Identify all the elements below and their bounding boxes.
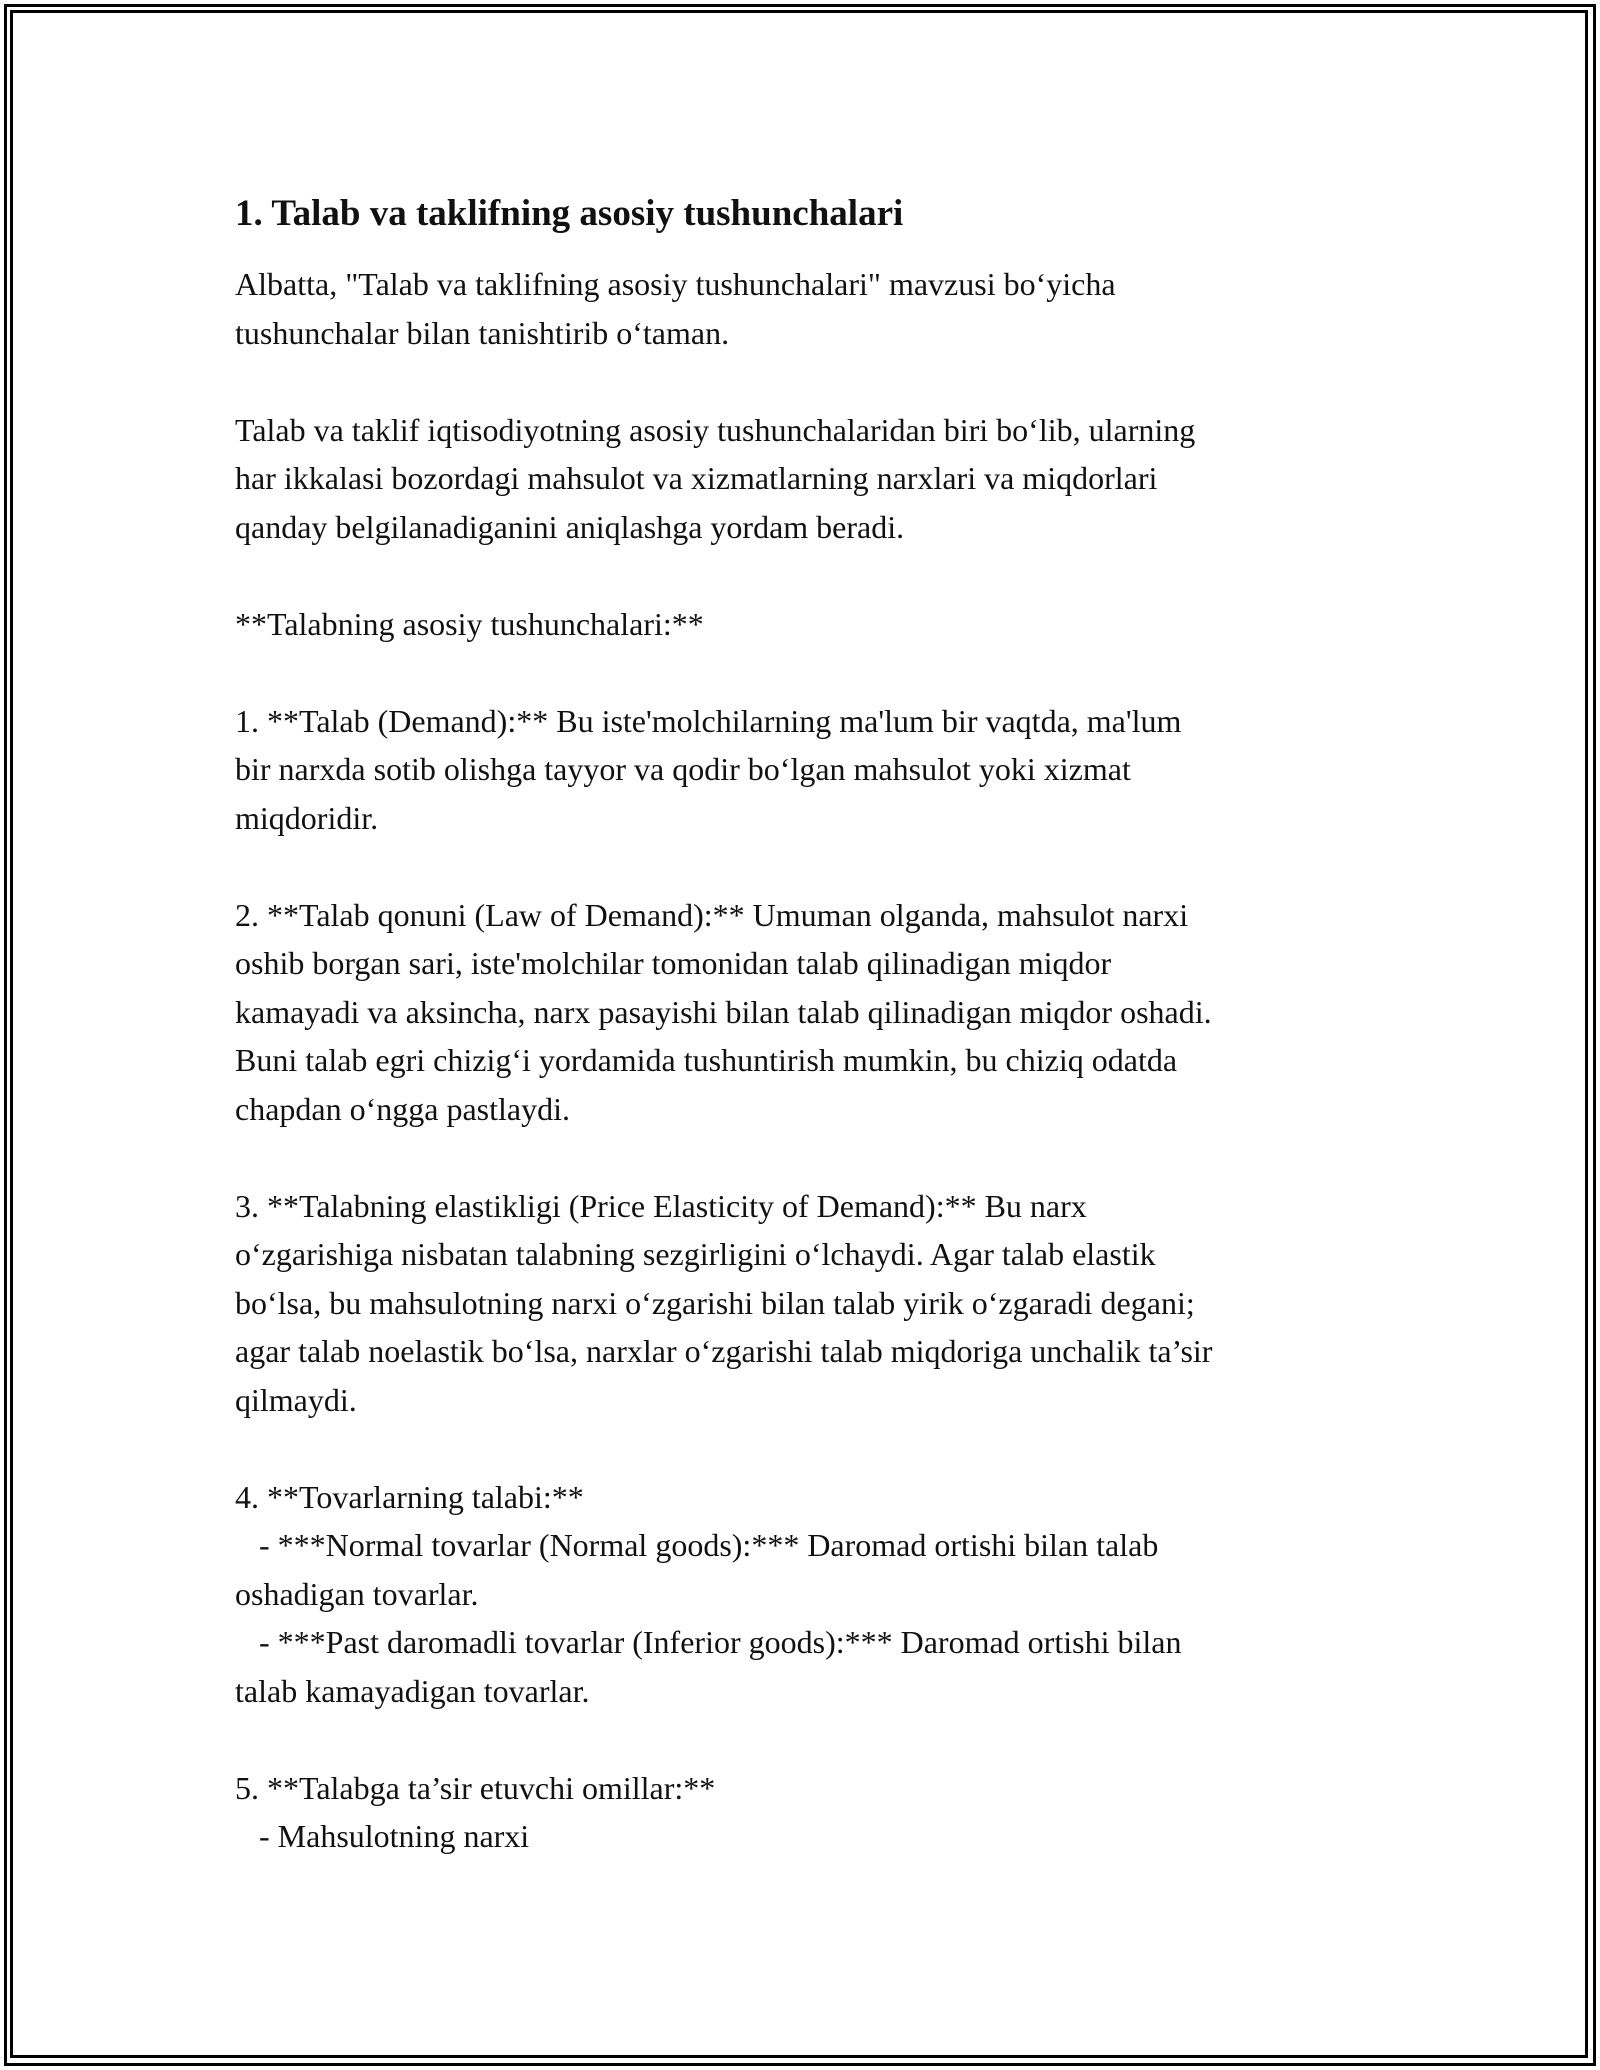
text-line: 5. **Talabga ta’sir etuvchi omillar:**: [235, 1769, 716, 1806]
paragraph: [235, 260, 1375, 357]
text-line: 3. **Talabning elastikligi (Price Elasticity of Demand):** Bu narx: [235, 1187, 1087, 1224]
text-line: qanday belgilanadiganini aniqlashga yordam beradi.: [235, 508, 905, 545]
text-line: - Mahsulotning narxi: [235, 1818, 530, 1854]
text-line: tushunchalar bilan tanishtirib o‘taman.: [235, 314, 730, 351]
text-line: chapdan o‘ngga pastlaydi.: [235, 1090, 570, 1127]
text-line: - ***Normal tovarlar (Normal goods):*** Daromad ortishi bilan talab: [235, 1527, 1159, 1563]
text-line: oshib borgan sari, iste'molchilar tomonidan talab qilinadigan miqdor: [235, 945, 1112, 981]
paragraph: [235, 1473, 1375, 1716]
text-line: **Talabning asosiy tushunchalari:**: [235, 605, 704, 642]
paragraph: [235, 600, 1375, 649]
paragraph-list: [235, 260, 1375, 1861]
text-line: Albatta, "Talab va taklifning asosiy tushunchalari" mavzusi bo‘yicha: [235, 266, 1116, 302]
text-line: Talab va taklif iqtisodiyotning asosiy tushunchalaridan biri bo‘lib, ularning: [235, 411, 1196, 448]
text-line: - ***Past daromadli tovarlar (Inferior goods):*** Daromad ortishi bilan: [235, 1624, 1182, 1660]
text-line: oshadigan tovarlar.: [235, 1575, 479, 1612]
text-line: Buni talab egri chizig‘i yordamida tushuntirish mumkin, bu chiziq odatda: [235, 1042, 1178, 1078]
text-line: 1. **Talab (Demand):** Bu iste'molchilarning ma'lum bir vaqtda, ma'lum: [235, 702, 1182, 739]
text-line: 2. **Talab qonuni (Law of Demand):** Umuman olganda, mahsulot narxi: [235, 896, 1189, 933]
text-line: kamayadi va aksincha, narx pasayishi bilan talab qilinadigan miqdor oshadi.: [235, 993, 1212, 1030]
text-line: agar talab noelastik bo‘lsa, narxlar o‘zgarishi talab miqdoriga unchalik ta’sir: [235, 1333, 1213, 1369]
text-line: o‘zgarishiga nisbatan talabning sezgirligini o‘lchaydi. Agar talab elastik: [235, 1236, 1156, 1272]
paragraph: [235, 406, 1375, 552]
text-line: miqdoridir.: [235, 799, 379, 836]
text-line: bir narxda sotib olishga tayyor va qodir bo‘lgan mahsulot yoki xizmat: [235, 751, 1131, 787]
text-line: 4. **Tovarlarning talabi:**: [235, 1478, 584, 1515]
text-line: har ikkalasi bozordagi mahsulot va xizmatlarning narxlari va miqdorlari: [235, 460, 1158, 496]
text-line: bo‘lsa, bu mahsulotning narxi o‘zgarishi bilan talab yirik o‘zgaradi degani;: [235, 1284, 1195, 1321]
text-line: talab kamayadigan tovarlar.: [235, 1672, 590, 1709]
document-heading: 1. Talab va taklifning asosiy tushunchalari: [235, 193, 904, 234]
paragraph: [235, 1182, 1375, 1425]
document-body: [235, 188, 1375, 1909]
paragraph: [235, 697, 1375, 843]
text-line: qilmaydi.: [235, 1381, 357, 1418]
paragraph: [235, 1764, 1375, 1861]
paragraph: [235, 891, 1375, 1134]
